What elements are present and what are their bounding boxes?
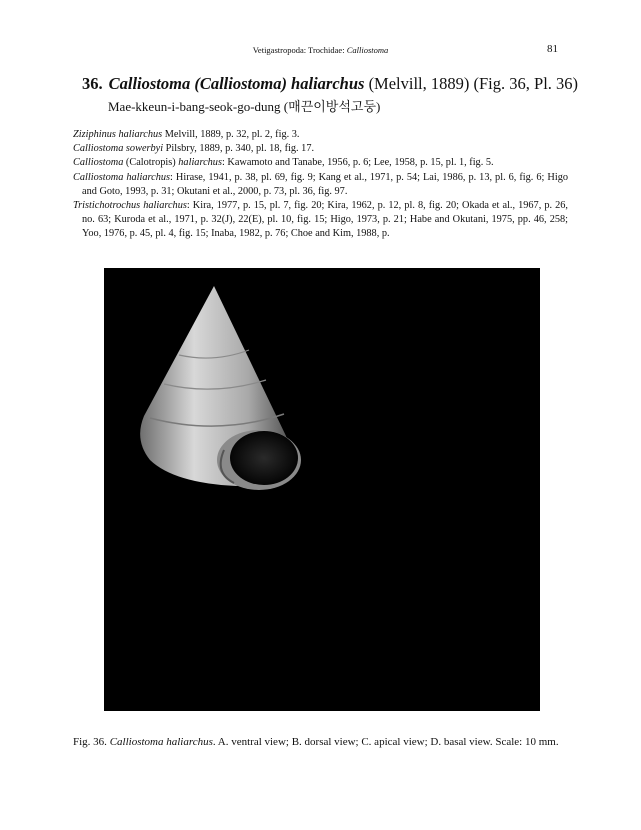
- running-head: [0, 45, 641, 55]
- synonym-name: Tristichotrochus haliarchus: [73, 200, 187, 212]
- species-title: [82, 74, 578, 94]
- caption-text: . A. ventral view; B. dorsal view; C. apical view; D. basal view. Scale: 10 mm.: [212, 736, 559, 748]
- synonymy-entry: [73, 199, 568, 242]
- species-authority: (Melvill, 1889) (Fig. 36, Pl. 36): [364, 74, 579, 93]
- species-name: Calliostoma (Calliostoma) haliarchus: [108, 74, 365, 93]
- synonym-name: Ziziphinus haliarchus: [73, 129, 163, 140]
- shell-figure: [104, 268, 540, 711]
- synonymy-entry: [73, 128, 568, 142]
- synonym-reference: : Kawamoto and Tanabe, 1956, p. 6; Lee, 1958, p. 15, pl. 1, fig. 5.: [221, 157, 494, 169]
- common-name: Mae-kkeun-i-bang-seok-go-dung (매끈이방석고둥): [108, 99, 381, 114]
- shell-ventral-view: [140, 286, 301, 490]
- synonymy-entry: [73, 142, 568, 156]
- synonym-name: Calliostoma sowerbyi: [73, 143, 164, 155]
- synonym-reference: : Hirase, 1941, p. 38, pl. 69, fig. 9; Kang et al., 1971, p. 54; Lai, 1986, p. 13, pl. 6, fig. 6; Higo and Goto, 1993, p. 31; Okutani et al., 2000, p. 73, pl. 36, fig. 97.: [82, 171, 568, 197]
- synonymy-entry: [73, 171, 568, 199]
- figure-caption: [73, 735, 568, 750]
- synonym-reference: : Kira, 1977, p. 15, pl. 7, fig. 20; Kira, 1962, p. 12, pl. 8, fig. 20; Okada et al., 1967, p. 26, no. 63; Kuroda et al., 1971, p. 32(J), 22(E), pl. 10, fig. 15; Higo, 1973, p. 21; Habe and Okutani, 1975, pp. 46, 258; Yoo, 1976, p. 45, pl. 4, fig. 15; Inaba, 1982, p. 76; Choe and Kim, 1988, p.: [82, 200, 569, 240]
- caption-label: Fig. 36.: [73, 736, 110, 748]
- synonymy-list: [73, 128, 568, 242]
- synonym-reference: Melvill, 1889, p. 32, pl. 2, fig. 3.: [162, 129, 300, 140]
- synonym-epithet: haliarchus: [178, 157, 222, 169]
- running-head-text: Vetigastropoda: Trochidae:: [252, 45, 347, 55]
- synonym-reference: Pilsbry, 1889, p. 340, pl. 18, fig. 17.: [163, 143, 315, 155]
- caption-species: Calliostoma haliarchus: [109, 736, 213, 748]
- synonym-name: Calliostoma haliarchus: [73, 171, 171, 183]
- running-head-genus: Calliostoma: [346, 45, 389, 55]
- species-number: 36.: [82, 74, 103, 93]
- synonym-name: Calliostoma: [73, 157, 124, 169]
- page-number: 81: [547, 43, 558, 55]
- shell-photographs: [104, 268, 540, 711]
- synonymy-entry: [73, 156, 568, 170]
- synonym-subgenus: (Calotropis): [123, 157, 179, 169]
